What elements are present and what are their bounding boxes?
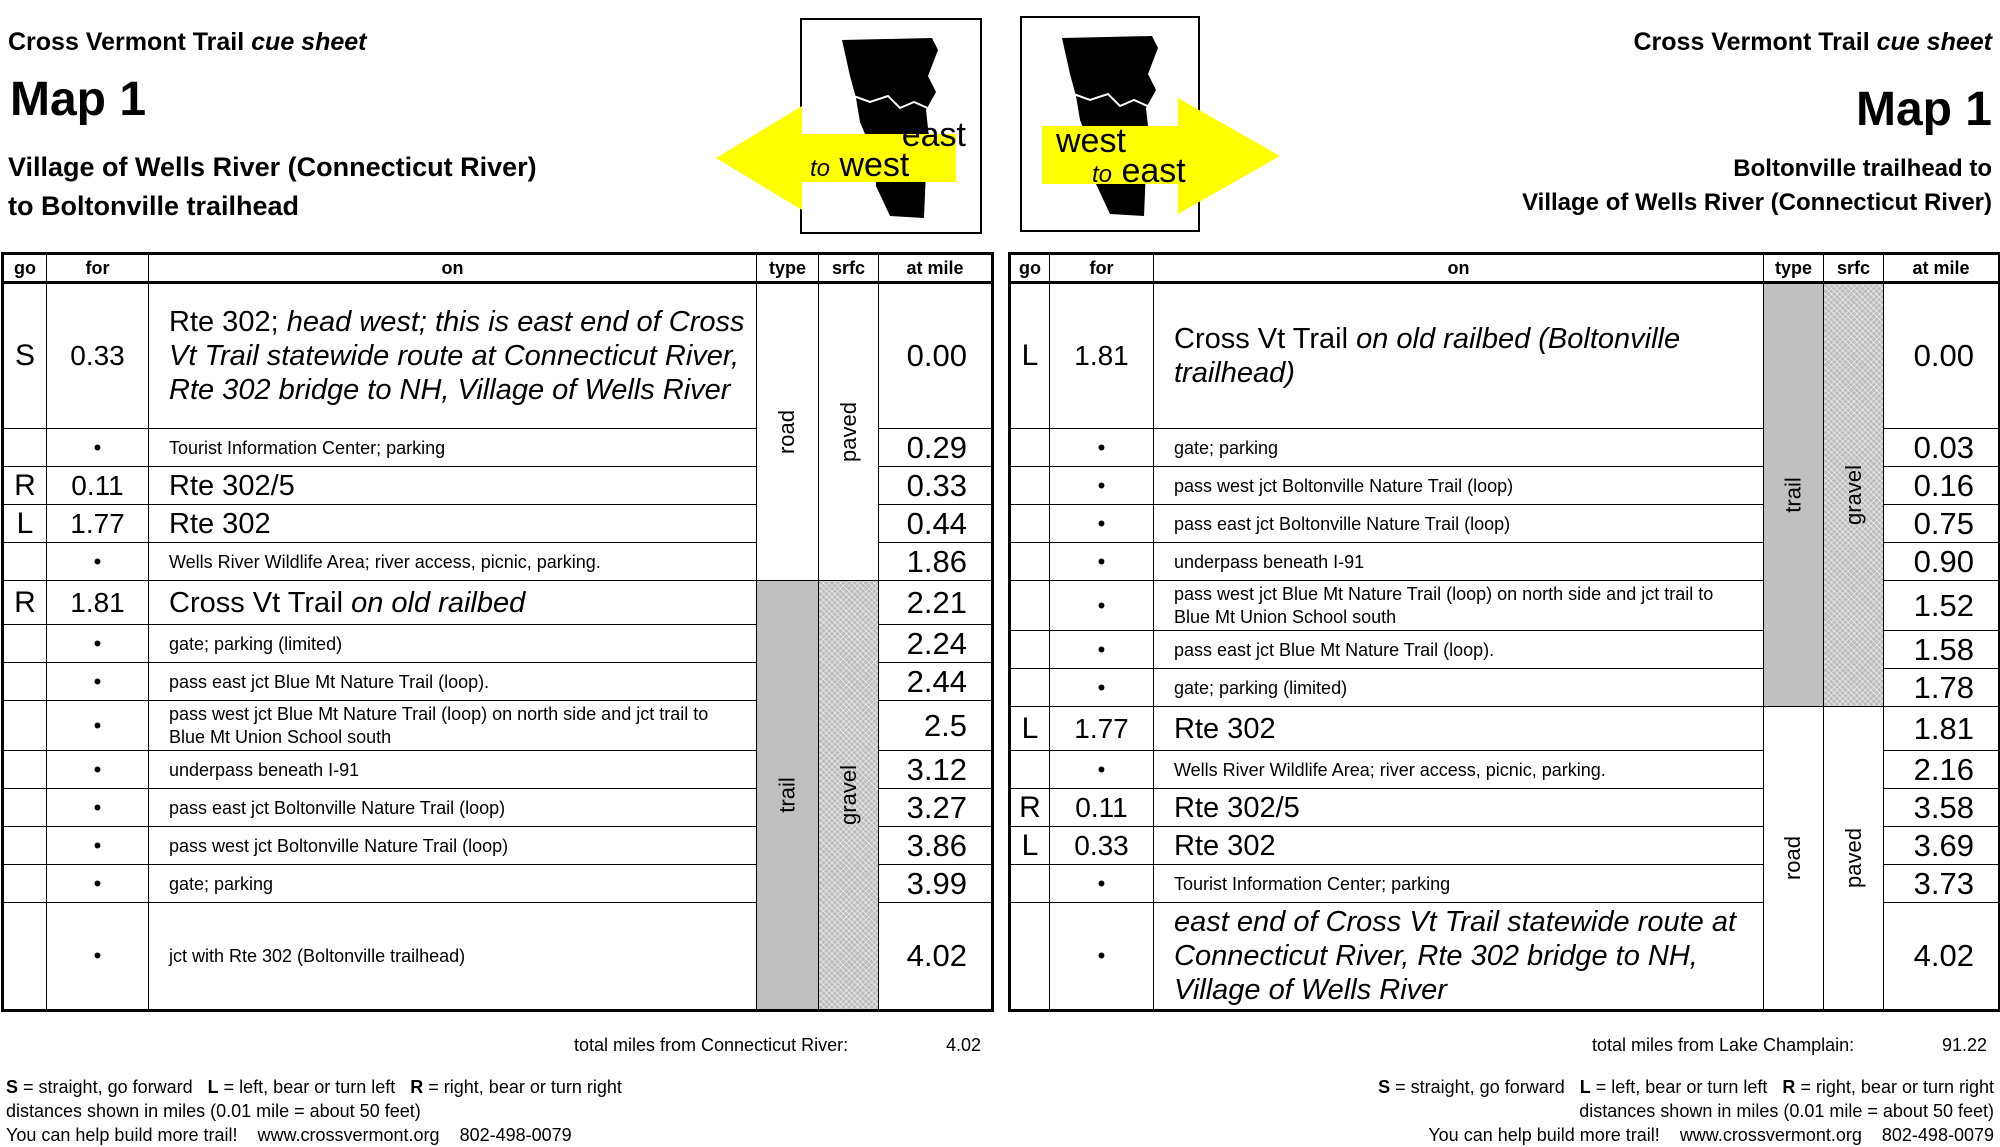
- left-total-label: total miles from Connecticut River:: [574, 1035, 849, 1055]
- cell-for: 1.77: [1050, 707, 1154, 751]
- cell-for: •: [1050, 669, 1154, 707]
- cell-for: 0.11: [1050, 789, 1154, 827]
- cell-on: gate; parking (limited): [1154, 669, 1764, 707]
- left-route-title: [8, 148, 537, 226]
- cell-go: [1010, 751, 1050, 789]
- col-header-type: type: [1764, 254, 1824, 283]
- cell-on: pass east jct Boltonville Nature Trail (loop): [149, 789, 757, 827]
- cell-type-road: [757, 283, 819, 581]
- legend-help-line: [1378, 1123, 1994, 1147]
- logo-word-2: west: [839, 146, 910, 184]
- cell-for: •: [1050, 631, 1154, 669]
- cell-for: •: [47, 789, 149, 827]
- cell-for: •: [47, 663, 149, 701]
- series-suffix: cue sheet: [251, 28, 367, 56]
- legend-help-line: [6, 1123, 622, 1147]
- on-road: Cross Vt Trail: [169, 586, 344, 619]
- cell-go: [3, 751, 47, 789]
- left-series-title: [8, 28, 367, 57]
- cell-go: L: [3, 505, 47, 543]
- legend-help: You can help build more trail!: [1428, 1125, 1660, 1145]
- logo-word-small: to: [1092, 161, 1113, 188]
- cell-mile: 2.44: [879, 663, 993, 701]
- cell-go: [1010, 631, 1050, 669]
- on-note: on old railbed (Boltonville trailhead): [1174, 323, 1681, 389]
- on-road: Cross Vt Trail: [1174, 323, 1349, 355]
- cell-on: underpass beneath I-91: [149, 751, 757, 789]
- col-header-srfc: srfc: [819, 254, 879, 283]
- cell-on: [149, 283, 757, 429]
- cell-on: Rte 302: [149, 505, 757, 543]
- legend-r-text: = right, bear or turn right: [1800, 1077, 1994, 1097]
- cell-mile: 2.16: [1884, 751, 2000, 789]
- cell-go: L: [1010, 827, 1050, 865]
- cell-for: •: [47, 751, 149, 789]
- logo-word-1: west: [1056, 122, 1126, 160]
- cell-for: •: [47, 827, 149, 865]
- cell-on: Rte 302/5: [1154, 789, 1764, 827]
- srfc-label: paved: [835, 402, 861, 462]
- table-row: [1010, 707, 2000, 751]
- legend-keys: [6, 1075, 622, 1099]
- logo-word-small: to: [810, 155, 831, 182]
- cell-mile: 0.90: [1884, 543, 2000, 581]
- legend-r-key: R: [1782, 1077, 1796, 1097]
- cell-srfc-paved: [819, 283, 879, 581]
- cell-for: •: [1050, 467, 1154, 505]
- cell-go: [3, 429, 47, 467]
- cell-for: 1.81: [47, 581, 149, 625]
- right-legend: [1378, 1075, 1994, 1147]
- cell-mile: 3.27: [879, 789, 993, 827]
- cell-go: [3, 903, 47, 1011]
- cell-on: gate; parking: [149, 865, 757, 903]
- right-logo-text: [1056, 122, 1216, 190]
- legend-l-text: = left, bear or turn left: [1595, 1077, 1768, 1097]
- cell-for: •: [1050, 581, 1154, 631]
- cell-on: jct with Rte 302 (Boltonville trailhead): [149, 903, 757, 1011]
- legend-s-text: = straight, go forward: [23, 1077, 193, 1097]
- cell-go: [1010, 467, 1050, 505]
- cell-on: east end of Cross Vt Trail statewide route at Connecticut River, Rte 302 bridge to NH, Village of Wells River: [1154, 903, 1764, 1011]
- legend-phone: 802-498-0079: [459, 1125, 572, 1145]
- col-header-on: on: [1154, 254, 1764, 283]
- right-total-value: 91.22: [1942, 1035, 1988, 1055]
- srfc-label: gravel: [1840, 465, 1866, 525]
- legend-s-key: S: [1378, 1077, 1391, 1097]
- cell-srfc-gravel: [819, 581, 879, 1011]
- left-logo-text: [810, 116, 990, 184]
- cell-srfc-paved: [1824, 707, 1884, 1011]
- type-label: road: [1780, 835, 1806, 881]
- cell-mile: 2.5: [879, 701, 993, 751]
- cell-mile: 4.02: [1884, 903, 2000, 1011]
- cell-go: [1010, 543, 1050, 581]
- srfc-label: gravel: [835, 765, 861, 825]
- cell-mile: 3.73: [1884, 865, 2000, 903]
- cell-go: [3, 543, 47, 581]
- legend-s-text: = straight, go forward: [1395, 1077, 1565, 1097]
- cell-go: [1010, 581, 1050, 631]
- cell-type-trail: [1764, 283, 1824, 707]
- cell-for: •: [47, 903, 149, 1011]
- legend-l-text: = left, bear or turn left: [223, 1077, 396, 1097]
- cell-on: Wells River Wildlife Area; river access, picnic, parking.: [1154, 751, 1764, 789]
- on-note: on old railbed: [351, 586, 526, 619]
- col-header-type: type: [757, 254, 819, 283]
- on-note: head west; this is east end of Cross Vt Trail statewide route at Connecticut River, Rte 302 bridge to NH, Village of Wells River: [169, 306, 745, 406]
- col-header-srfc: srfc: [1824, 254, 1884, 283]
- table-header-row: [1010, 254, 2000, 283]
- series-suffix: cue sheet: [1876, 28, 1992, 56]
- cell-go: [1010, 505, 1050, 543]
- cell-go: [3, 663, 47, 701]
- cell-go: [1010, 669, 1050, 707]
- cell-for: 0.33: [1050, 827, 1154, 865]
- cell-on: Wells River Wildlife Area; river access, picnic, parking.: [149, 543, 757, 581]
- cell-mile: 1.78: [1884, 669, 2000, 707]
- cell-go: [3, 865, 47, 903]
- cell-go: R: [1010, 789, 1050, 827]
- cell-go: [3, 789, 47, 827]
- legend-keys: [1378, 1075, 1994, 1099]
- cell-for: •: [1050, 505, 1154, 543]
- cell-mile: 0.75: [1884, 505, 2000, 543]
- cell-on: [1154, 283, 1764, 429]
- logo-word-2: east: [1121, 152, 1186, 190]
- srfc-label: paved: [1840, 828, 1866, 888]
- cell-mile: 0.33: [879, 467, 993, 505]
- cell-for: 1.81: [1050, 283, 1154, 429]
- cell-go: L: [1010, 283, 1050, 429]
- cell-on: [149, 581, 757, 625]
- cell-go: [1010, 903, 1050, 1011]
- col-header-on: on: [149, 254, 757, 283]
- cell-on: pass west jct Boltonville Nature Trail (loop): [149, 827, 757, 865]
- route-line-2: to Boltonville trailhead: [8, 191, 300, 221]
- left-map-title: Map 1: [10, 73, 147, 126]
- cell-mile: 0.00: [1884, 283, 2000, 429]
- col-header-for: for: [1050, 254, 1154, 283]
- cell-for: •: [1050, 751, 1154, 789]
- type-label: trail: [1780, 477, 1806, 513]
- cell-for: •: [47, 543, 149, 581]
- cell-go: S: [3, 283, 47, 429]
- cell-for: •: [1050, 429, 1154, 467]
- cell-on: Tourist Information Center; parking: [1154, 865, 1764, 903]
- legend-url[interactable]: www.crossvermont.org: [257, 1125, 440, 1145]
- cell-go: [3, 701, 47, 751]
- table-header-row: [3, 254, 993, 283]
- cell-go: [1010, 429, 1050, 467]
- cell-mile: 3.99: [879, 865, 993, 903]
- cell-on: Rte 302/5: [149, 467, 757, 505]
- right-series-title: [1634, 28, 1993, 57]
- legend-url[interactable]: www.crossvermont.org: [1679, 1125, 1862, 1145]
- logo-word-1: east: [901, 116, 966, 154]
- cell-on: pass west jct Boltonville Nature Trail (loop): [1154, 467, 1764, 505]
- cell-for: •: [47, 429, 149, 467]
- route-line-1: Boltonville trailhead to: [1733, 155, 1992, 182]
- cell-mile: 3.58: [1884, 789, 2000, 827]
- cell-on: gate; parking: [1154, 429, 1764, 467]
- col-header-go: go: [3, 254, 47, 283]
- legend-help: You can help build more trail!: [6, 1125, 238, 1145]
- cell-mile: 3.69: [1884, 827, 2000, 865]
- cell-mile: 2.21: [879, 581, 993, 625]
- type-label: trail: [774, 777, 800, 813]
- cell-mile: 0.29: [879, 429, 993, 467]
- legend-r-key: R: [410, 1077, 424, 1097]
- cell-for: •: [1050, 543, 1154, 581]
- legend-distances: distances shown in miles (0.01 mile = about 50 feet): [1579, 1101, 1994, 1121]
- cell-mile: 3.86: [879, 827, 993, 865]
- cell-mile: 1.52: [1884, 581, 2000, 631]
- cell-for: 0.33: [47, 283, 149, 429]
- right-route-title: [1522, 152, 1992, 220]
- cell-mile: 4.02: [879, 903, 993, 1011]
- cell-for: •: [1050, 903, 1154, 1011]
- col-header-go: go: [1010, 254, 1050, 283]
- left-total-value: 4.02: [946, 1035, 982, 1055]
- cell-mile: 1.81: [1884, 707, 2000, 751]
- cell-mile: 0.16: [1884, 467, 2000, 505]
- cell-on: gate; parking (limited): [149, 625, 757, 663]
- on-road: Rte 302;: [169, 306, 279, 338]
- cell-for: •: [47, 701, 149, 751]
- cell-for: 0.11: [47, 467, 149, 505]
- cell-go: [3, 827, 47, 865]
- table-row: [3, 581, 993, 625]
- legend-r-text: = right, bear or turn right: [428, 1077, 622, 1097]
- cell-type-road: [1764, 707, 1824, 1011]
- cell-on: pass west jct Blue Mt Nature Trail (loop) on north side and jct trail to Blue Mt Union School south: [1154, 581, 1764, 631]
- cell-go: L: [1010, 707, 1050, 751]
- cell-for: 1.77: [47, 505, 149, 543]
- cell-type-trail: [757, 581, 819, 1011]
- table-row: [3, 283, 993, 429]
- cell-on: underpass beneath I-91: [1154, 543, 1764, 581]
- cell-on: pass west jct Blue Mt Nature Trail (loop) on north side and jct trail to Blue Mt Union School south: [149, 701, 757, 751]
- legend-distances: distances shown in miles (0.01 mile = about 50 feet): [6, 1101, 421, 1121]
- series-name: Cross Vermont Trail: [1633, 28, 1870, 56]
- cell-mile: 0.00: [879, 283, 993, 429]
- cell-mile: 0.03: [1884, 429, 2000, 467]
- cell-go: R: [3, 581, 47, 625]
- cell-on: pass east jct Blue Mt Nature Trail (loop).: [1154, 631, 1764, 669]
- cell-go: R: [3, 467, 47, 505]
- col-header-for: for: [47, 254, 149, 283]
- cell-mile: 0.44: [879, 505, 993, 543]
- cell-mile: 2.24: [879, 625, 993, 663]
- col-header-mile: at mile: [879, 254, 993, 283]
- legend-l-key: L: [207, 1077, 219, 1097]
- cell-for: •: [47, 865, 149, 903]
- route-line-1: Village of Wells River (Connecticut River): [8, 152, 537, 182]
- legend-phone: 802-498-0079: [1881, 1125, 1994, 1145]
- left-cue-table: [1, 252, 994, 1012]
- cell-on: Rte 302: [1154, 827, 1764, 865]
- cell-for: •: [1050, 865, 1154, 903]
- legend-s-key: S: [6, 1077, 19, 1097]
- cell-on: Tourist Information Center; parking: [149, 429, 757, 467]
- cell-on: pass east jct Boltonville Nature Trail (loop): [1154, 505, 1764, 543]
- table-row: [1010, 283, 2000, 429]
- cell-mile: 1.86: [879, 543, 993, 581]
- cell-on: Rte 302: [1154, 707, 1764, 751]
- right-cue-table: [1008, 252, 2000, 1012]
- cell-go: [3, 625, 47, 663]
- legend-l-key: L: [1579, 1077, 1591, 1097]
- left-legend: [6, 1075, 622, 1147]
- cell-mile: 3.12: [879, 751, 993, 789]
- right-total-label: total miles from Lake Champlain:: [1592, 1035, 1855, 1055]
- cell-go: [1010, 865, 1050, 903]
- series-name: Cross Vermont Trail: [8, 28, 245, 56]
- type-label: road: [774, 409, 800, 455]
- cell-mile: 1.58: [1884, 631, 2000, 669]
- right-map-title: Map 1: [1855, 83, 1992, 136]
- cell-on: pass east jct Blue Mt Nature Trail (loop).: [149, 663, 757, 701]
- cell-for: •: [47, 625, 149, 663]
- cell-srfc-gravel: [1824, 283, 1884, 707]
- route-line-2: Village of Wells River (Connecticut River): [1522, 189, 1992, 216]
- col-header-mile: at mile: [1884, 254, 2000, 283]
